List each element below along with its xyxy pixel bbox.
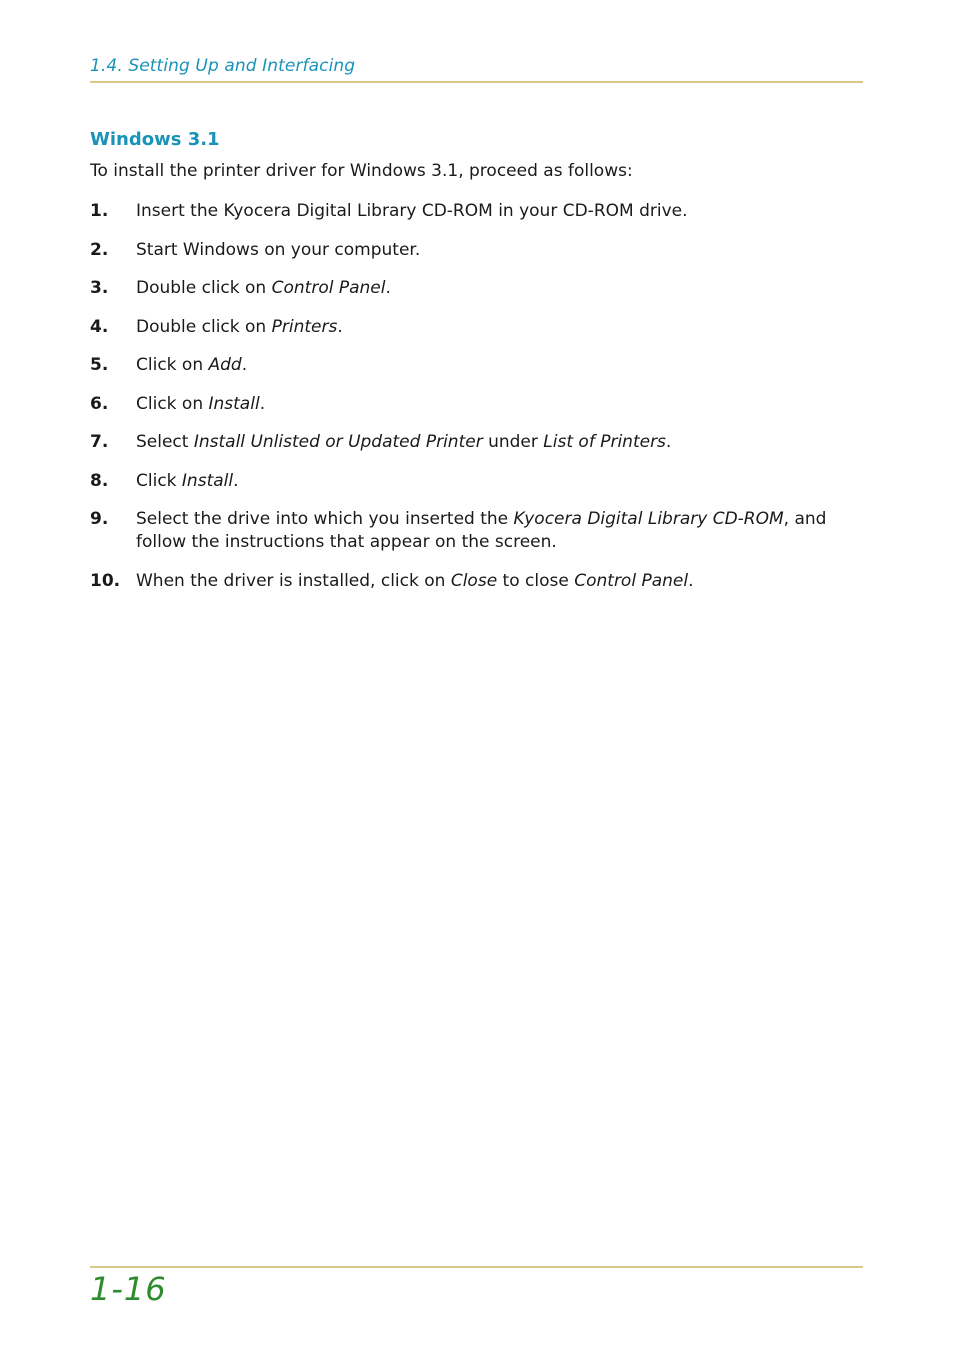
step-text-run: Click on (136, 355, 209, 375)
step-item (90, 354, 863, 377)
step-text-emphasis: Install Unlisted or Updated Printer (193, 432, 483, 452)
step-number: 4. (90, 316, 109, 337)
step-text-run: Double click on (136, 316, 272, 337)
step-number: 9. (90, 509, 109, 529)
step-text (136, 240, 420, 260)
instruction-steps (90, 200, 863, 608)
step-text (136, 201, 688, 221)
step-text-emphasis: Control Panel (271, 278, 386, 298)
step-text-run: under (482, 432, 544, 452)
step-number: 1. (90, 201, 109, 221)
step-text-run: Select the drive into which you inserted the (136, 509, 514, 529)
step-number: 8. (90, 470, 109, 491)
step-text-run: . (259, 393, 266, 414)
step-text-emphasis: Install (181, 470, 234, 491)
step-text-emphasis: Control Panel (574, 570, 689, 591)
step-text-run: Click (136, 470, 182, 491)
step-text-run: Click on (136, 393, 209, 414)
step-text (136, 432, 671, 452)
step-item (90, 200, 863, 223)
step-item (90, 570, 863, 593)
step-text-run: Start Windows on your computer. (136, 239, 421, 260)
step-text-run: . (337, 316, 343, 337)
step-text-run: . (665, 432, 672, 452)
step-item (90, 316, 863, 339)
step-text-run: . (241, 355, 248, 375)
step-text (136, 571, 694, 591)
step-text-emphasis: Kyocera Digital Library CD-ROM (513, 509, 784, 529)
step-text-run: Double click on (136, 278, 272, 298)
step-text-run: . (688, 570, 694, 591)
running-header: 1.4. Setting Up and Interfacing (90, 56, 356, 76)
step-text-emphasis: Add (208, 355, 242, 375)
step-text-run: Select (136, 432, 194, 452)
step-item (90, 393, 863, 416)
step-text-run: , and follow the instructions that appear on the screen. (136, 509, 827, 552)
step-text (136, 471, 239, 491)
step-text-emphasis: Printers (271, 316, 338, 337)
step-text (136, 317, 343, 337)
step-text (136, 394, 265, 414)
step-text-run: Insert the Kyocera Digital Library CD-ROM in your CD-ROM drive. (136, 201, 688, 221)
step-text-emphasis: Close (450, 570, 498, 591)
step-text (136, 278, 391, 298)
step-text-run: . (233, 470, 239, 491)
section-heading: Windows 3.1 (90, 129, 220, 150)
step-number: 3. (90, 278, 109, 298)
step-text-run: to close (497, 570, 575, 591)
step-text (136, 355, 247, 375)
header-rule (90, 81, 863, 83)
step-number: 7. (90, 432, 109, 452)
page-number: 1-16 (90, 1270, 167, 1308)
step-number: 10. (90, 570, 121, 591)
step-item (90, 431, 863, 454)
step-text-run: When the driver is installed, click on (136, 570, 451, 591)
step-item (90, 470, 863, 493)
step-item (90, 239, 863, 262)
step-text (136, 509, 826, 552)
step-number: 6. (90, 393, 109, 414)
step-number: 5. (90, 355, 109, 375)
step-text-emphasis: List of Printers (543, 432, 666, 452)
step-item (90, 508, 863, 554)
footer-rule (90, 1266, 863, 1268)
step-text-run: . (385, 278, 391, 298)
intro-paragraph: To install the printer driver for Windows 3.1, proceed as follows: (90, 161, 633, 181)
step-number: 2. (90, 239, 109, 260)
step-item (90, 277, 863, 300)
step-text-emphasis: Install (208, 393, 260, 414)
